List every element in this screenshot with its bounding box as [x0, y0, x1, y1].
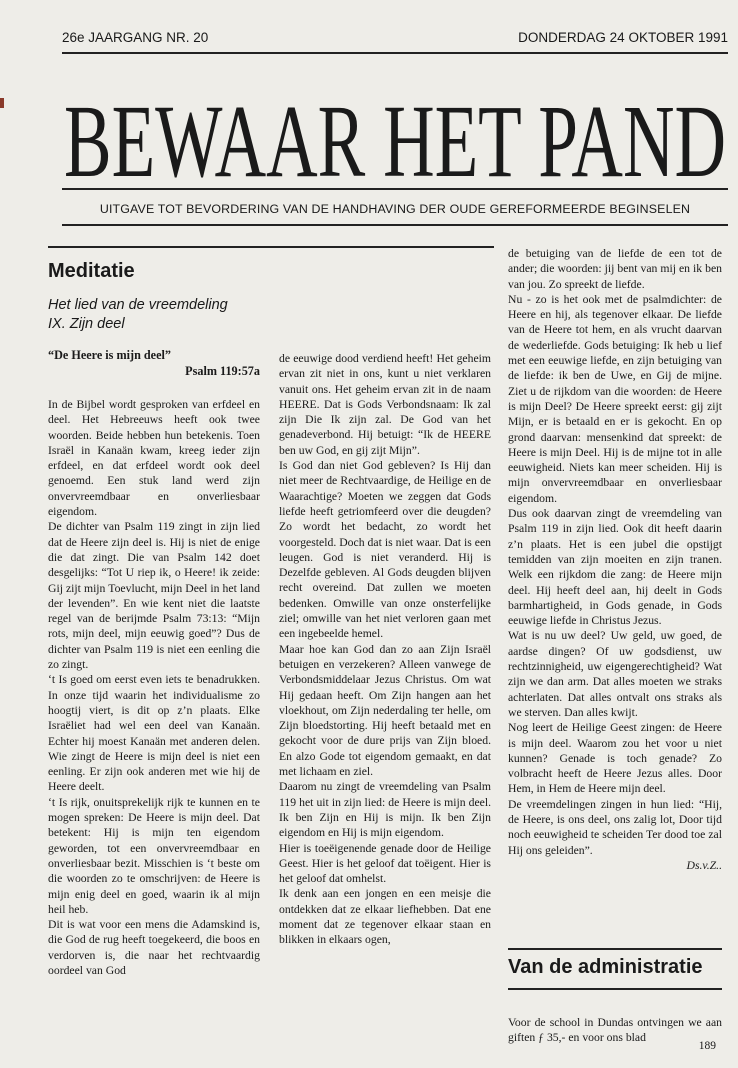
paragraph: In de Bijbel wordt gesproken van erfdeel en deel. Het Hebreeuws heeft ook twee woorden. Beide hebben hun betekenis. Toen Israël in Kanaän kwam, kreeg ieder zijn erfdeel, en dat erfdeel wordt ook deel genoemd. Een stuk land werd zijn onvervreemdbaar en onverliesbaar eigendom. — [48, 398, 260, 519]
meditatie-heading: Meditatie — [48, 260, 135, 282]
column-2 — [279, 351, 491, 948]
quote-reference: Psalm 119:57a — [185, 364, 260, 378]
meditatie-subtitle — [48, 296, 288, 334]
column-1 — [48, 397, 260, 978]
paragraph: ‘t Is rijk, onuitsprekelijk rijk te kunnen en te mogen spreken: De Heere is mijn deel. Dat betekent: Hij is mijn ten eigendom geworden, tot een onvervreemdbaar en onverliesbaar bezit. Misschien is ‘t beste om die woorden zo te omschrijven: de Heere is mijn enig deel en goed, waarin ik al mijn heil heb. — [48, 795, 260, 916]
administratie-text: Voor de school in Dundas ontvingen we aan giften ƒ 35,- en voor ons blad — [508, 1016, 722, 1045]
column-3 — [508, 246, 722, 873]
administratie-heading: Van de administratie — [508, 956, 703, 978]
paragraph: Hier is toeëigenende genade door de Heilige Geest. Hier is het geloof dat toëigent. Hier is het geloof dat omhelst. — [279, 841, 491, 886]
paragraph: Nu - zo is het ook met de psalmdichter: de Heere en hij, als tegenover elkaar. De liefde van de Heere tot hem, en als vrucht daarvan de wederliefde. Gods betuiging: Ik heb u lief met een eeuwige liefde, en zijn betuiging van de liefde: ik ben de Uwe, en Gij de mijne. Ziet u de rijkdom van die woorden: de Heere is mijn Deel? De Heere spreekt eerst: gij zijt Mijn, er is betaald en er is gekocht. En op grond daarvan: mensenkind dat spreekt: de Heere is mijn Deel. Hij is de mijne tot in alle eeuwigheid. Niets kan meer scheiden. Hij is mijn onvervreemdbaar en onverliesbaar eigendom. — [508, 292, 722, 505]
author-signature: Ds.v.Z.. — [686, 858, 722, 872]
paragraph: Nog leert de Heilige Geest zingen: de Heere is mijn deel. Waarom zou het voor u niet kunnen? Genade is toch genade? Zo volbracht heeft de Heere Jezus alles. Door Hem, in Hem de Heere mijn deel. — [508, 721, 722, 796]
masthead-title: BEWAAR HET PAND — [64, 84, 726, 184]
paragraph: ‘t Is goed om eerst even iets te benadrukken. In onze tijd waarin het individualisme zo hoogtij viert, is dit op z’n plaats. Elke Israëliet had wel een deel van Kanaän. Echter hij moest Kanaän met anderen delen. Wie zingt de Heere is mijn deel is niet een eenling. Er zijn ook anderen met wie hij de Heere deelt. — [48, 673, 260, 794]
paragraph: Dit is wat voor een mens die Adamskind is, die God de rug heeft toegekeerd, die boos en verdorven is, die naar het rechtvaardig oordeel van God — [48, 918, 260, 977]
page-number: 189 — [698, 1040, 716, 1052]
issue-number: 26e JAARGANG NR. 20 — [62, 30, 209, 45]
paragraph: de betuiging van de liefde de een tot de ander; die woorden: jij bent van mij en ik ben van jou. Zo spreekt de liefde. — [508, 247, 722, 291]
paragraph: Wat is nu uw deel? Uw geld, uw goed, de aardse dingen? Of uw godsdienst, uw rechtzinnigheid, uw eigengerechtigheid? Wat zijn we dan arm. Dat alles moeten we straks achterlaten. Dat alles ontvalt ons straks als we sterven. Dan alles kwijt. — [508, 629, 722, 719]
admin-rule-bottom — [508, 988, 722, 990]
paragraph: De dichter van Psalm 119 zingt in zijn lied dat de Heere zijn deel is. Hij is niet de enige die dat zingt. Die van Psalm 142 doet desgelijks: “Tot U riep ik, o Heere! ik zeide: Gij zijt mijn Toevlucht, mijn Deel in het land der levenden”. En wie kent niet die laatste regel van de berijmde Psalm 73:13: “Mijn rots, mijn deel, mijn eeuwig goed”? Dus de dichter van Psalm 119 is niet een eenling die zo zingt. — [48, 520, 260, 672]
paragraph: Is God dan niet God gebleven? Is Hij dan niet meer de Rechtvaardige, de Heilige en de Waarachtige? Moeten we zeggen dat Gods liefde heeft getriomfeerd over die deugden? Zo wordt het bedacht, zo wordt het voorgesteld. Doch dat is niet waar. Dat is een leugen. God is niet veranderd. Hij is Dezelfde gebleven. Al Gods deugden blijven recht overeind. Dat zullen we moeten bedenken. Omwille van onze onsterfelijke ziel; omwille van het niet verloren gaan met een ingebeelde hemel. — [279, 459, 491, 641]
top-rule — [62, 52, 728, 54]
meditatie-subtitle-line2: IX. Zijn deel — [48, 316, 125, 332]
paragraph: Ik denk aan een jongen en een meisje die ontdekken dat ze elkaar liefhebben. Dat ene moment dat ze tegenover elkaar staan en blikken in elkaars ogen, — [279, 887, 491, 947]
issue-date: DONDERDAG 24 OKTOBER 1991 — [518, 30, 728, 45]
masthead — [62, 64, 728, 184]
admin-rule-top — [508, 948, 722, 950]
margin-mark — [0, 98, 4, 108]
masthead-rule-bottom — [62, 224, 728, 226]
top-header-line — [62, 30, 728, 45]
masthead-subtitle: UITGAVE TOT BEVORDERING VAN DE HANDHAVING DER OUDE GEREFORMEERDE BEGINSELEN — [99, 202, 691, 216]
paragraph: Daarom nu zingt de vreemdeling van Psalm 119 het uit in zijn lied: de Heere is mijn deel. Ik ben Zijn en Hij is mijn. Ik ben Zijn eigendom en Hij is mijn eigendom. — [279, 780, 491, 840]
section-rule — [48, 246, 494, 248]
paragraph: de eeuwige dood verdiend heeft! Het geheim ervan zit niet in ons, kunt u niet verklaren vanuit ons. Het geheim ervan zit in de naam HEERE. Dat is Gods Verbondsnaam: Ik zal zijn Die Ik zijn zal. De God van het genadeverbond. Hij betuigt: “Ik de HEERE ben uw God, en gij zijt Mijn”. — [279, 352, 491, 457]
masthead-rule-top — [62, 188, 728, 190]
scripture-quote — [48, 347, 260, 379]
meditatie-subtitle-line1: Het lied van de vreemdeling — [48, 297, 228, 313]
paragraph: De vreemdelingen zingen in hun lied: “Hij, de Heere, is ons deel, ons zalig lot, Door tijd noch eeuwigheid te scheiden Ter dood toe zal Hij ons geleiden”. — [508, 797, 722, 857]
quote-text: “De Heere is mijn deel” — [48, 348, 171, 362]
paragraph: Maar hoe kan God dan zo aan Zijn Israël betuigen en verzekeren? Alleen vanwege de Verbondsmiddelaar Jezus Christus. Om wat Hij gedaan heeft. Om Zijn hangen aan het vloekhout, om Zijn nederdaling ter helle, om Zijn bloedstorting. Hij heeft betaald met en gekocht voor de dure prijs van Zijn bloed. En alzo Gode tot eigendom gemaakt, en dat met lichaam en ziel. — [279, 642, 491, 779]
paragraph: Dus ook daarvan zingt de vreemdeling van Psalm 119 in zijn lied. Ook dit heeft daarin z’n plaats. Het is een jubel die opstijgt temidden van zijn moeiten en zijn tranen. Welk een rijkdom die zang: de Heere mijn deel. Hij heeft deel aan, hij deelt in Gods barmhartigheid, in Gods genade, in Gods eeuwige liefde in Christus Jezus. — [508, 507, 722, 628]
